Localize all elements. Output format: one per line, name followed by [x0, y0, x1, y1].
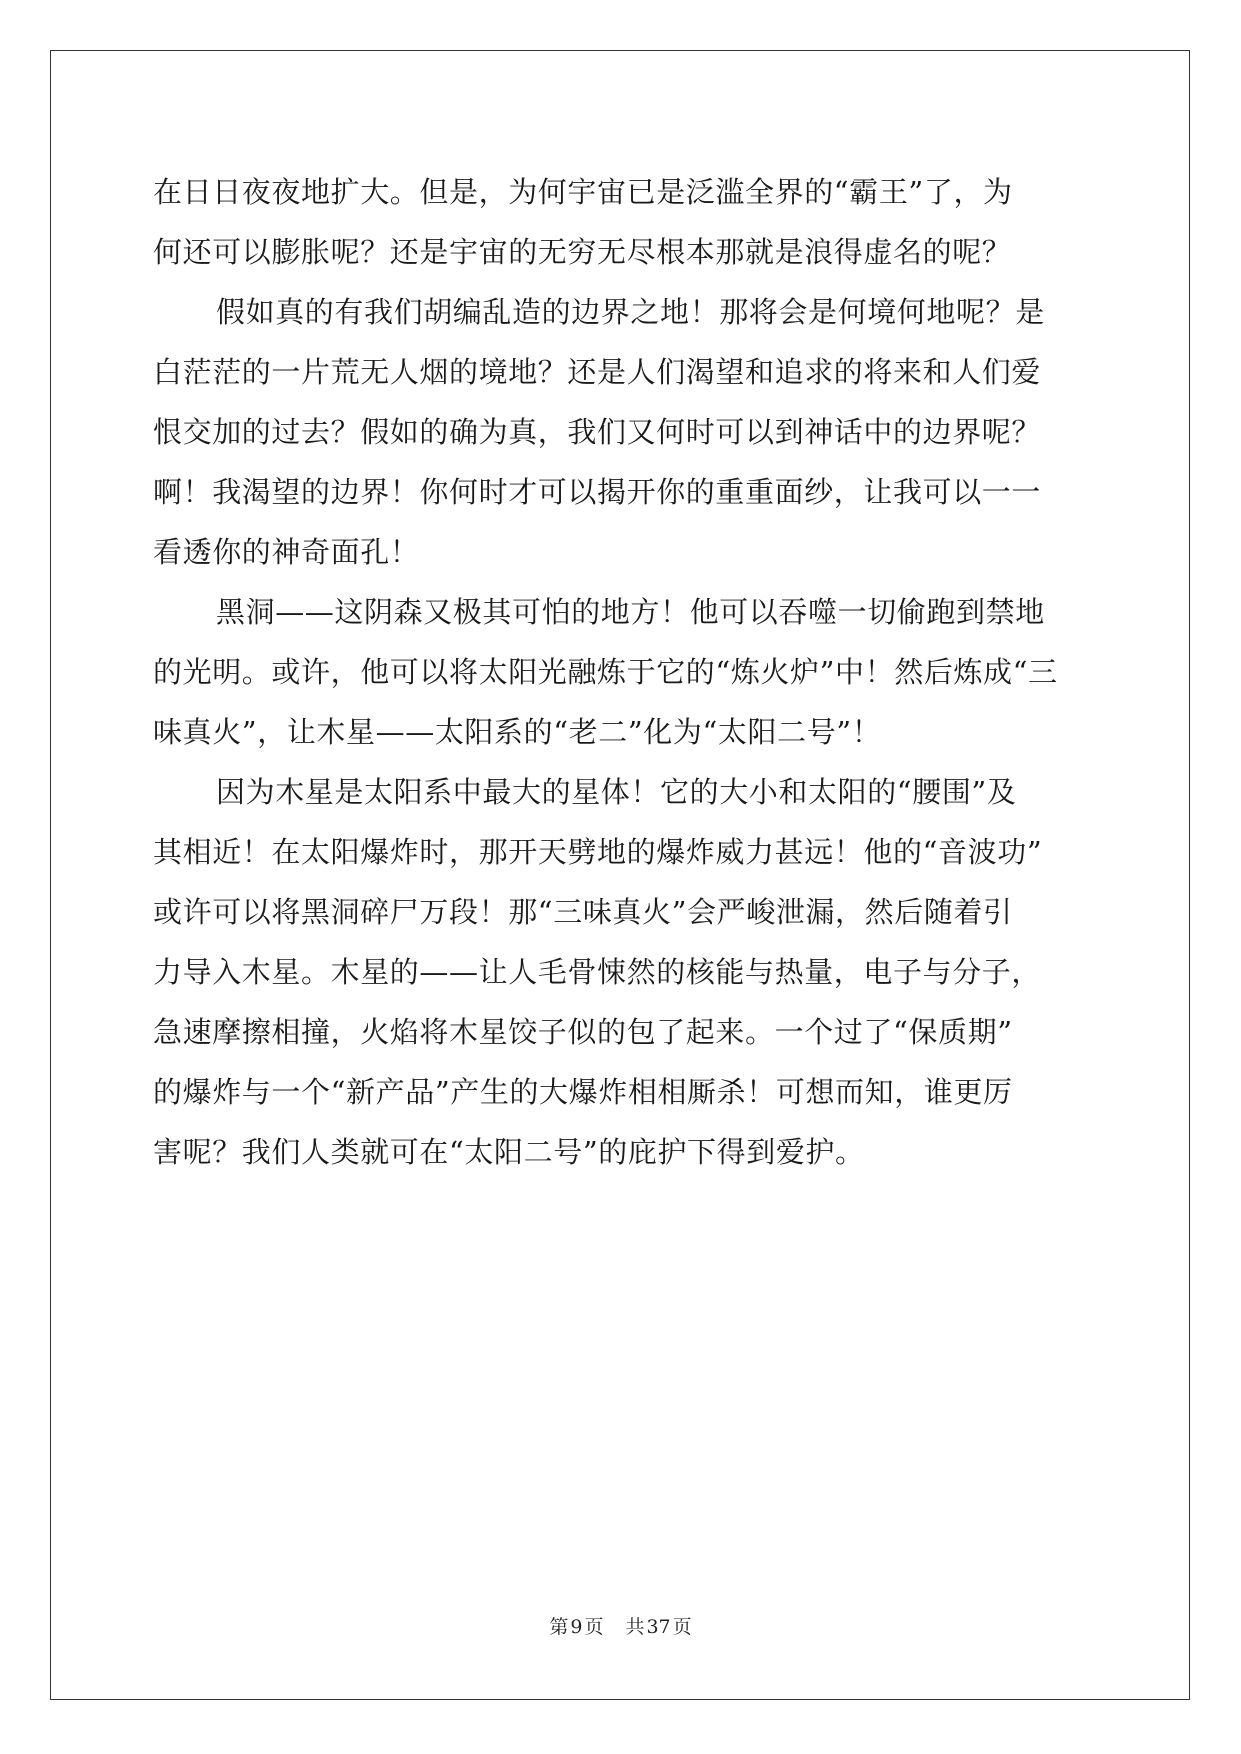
page-footer [0, 1612, 1241, 1639]
text-line-9: 的光明。或许，他可以将太阳光融炼于它的“炼火炉”中！然后炼成“三 [153, 655, 1058, 689]
text-line-8: 黑洞——这阴森又极其可怕的地方！他可以吞噬一切偷跑到禁地 [216, 595, 1045, 629]
text-line-13: 或许可以将黑洞碎尸万段！那“三味真火”会严峻泄漏，然后随着引 [153, 895, 1013, 929]
text-line-14: 力导入木星。木星的——让人毛骨悚然的核能与热量，电子与分子， [153, 955, 1042, 989]
text-line-10: 味真火”，让木星——太阳系的“老二”化为“太阳二号”！ [153, 715, 882, 749]
text-line-15: 急速摩擦相撞，火焰将木星饺子似的包了起来。一个过了“保质期” [153, 1015, 1013, 1049]
document-body [153, 162, 1093, 1182]
text-line-12: 其相近！在太阳爆炸时，那开天劈地的爆炸威力甚远！他的“音波功” [153, 835, 1043, 869]
text-line-11: 因为木星是太阳系中最大的星体！它的大小和太阳的“腰围”及 [216, 775, 1017, 809]
total-prefix: 共 [625, 1616, 645, 1638]
text-line-7: 看透你的神奇面孔！ [153, 535, 420, 569]
text-line-2: 何还可以膨胀呢？还是宇宙的无穷无尽根本那就是浪得虚名的呢？ [153, 235, 1012, 269]
text-line-3: 假如真的有我们胡编乱造的边界之地！那将会是何境何地呢？是 [216, 295, 1045, 329]
text-line-4: 白茫茫的一片荒无人烟的境地？还是人们渴望和追求的将来和人们爱 [153, 355, 1042, 389]
page-number: 9 [570, 1616, 583, 1638]
text-line-16: 的爆炸与一个“新产品”产生的大爆炸相相厮杀！可想而知，谁更厉 [153, 1075, 1013, 1109]
text-line-5: 恨交加的过去？假如的确为真，我们又何时可以到神话中的边界呢？ [153, 415, 1042, 449]
text-line-17: 害呢？我们人类就可在“太阳二号”的庇护下得到爱护。 [153, 1135, 865, 1169]
page-prefix: 第 [549, 1616, 569, 1638]
page-suffix: 页 [584, 1616, 604, 1638]
total-pages: 37 [646, 1616, 671, 1638]
text-line-1: 在日日夜夜地扩大。但是，为何宇宙已是泛滥全界的“霸王”了，为 [153, 175, 1013, 209]
text-line-6: 啊！我渴望的边界！你何时才可以揭开你的重重面纱，让我可以一一 [153, 475, 1042, 509]
total-suffix: 页 [672, 1616, 692, 1638]
